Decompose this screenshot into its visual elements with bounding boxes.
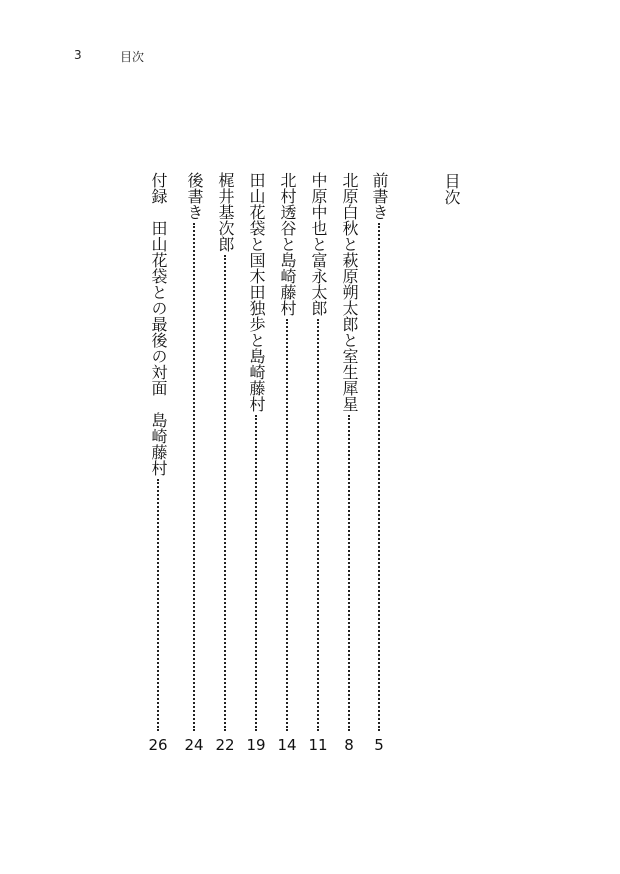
dot-leader [348, 415, 350, 731]
toc-entry-title: 田山花袋と国木田独歩と島崎藤村 [247, 172, 266, 412]
dot-leader [317, 319, 319, 731]
toc-entry-page: 19 [246, 736, 266, 754]
toc-entry-page: 8 [344, 736, 354, 754]
toc-heading: 目次 [442, 173, 461, 205]
toc-entry-title: 後書き [185, 172, 204, 220]
dot-leader [157, 479, 159, 731]
page-number: 3 [74, 48, 82, 62]
toc-entry-chuya[interactable] [307, 172, 329, 754]
running-header-title: 目次 [120, 50, 145, 64]
toc-entry-maegaki[interactable] [368, 172, 390, 754]
toc-entry-atogaki[interactable] [183, 172, 205, 754]
toc-entry-page: 5 [374, 736, 384, 754]
toc-entry-page: 24 [184, 736, 204, 754]
toc-entry-title-part: 付録 [149, 172, 168, 204]
running-header [0, 48, 620, 68]
dot-leader [193, 223, 195, 731]
toc-entry-page: 14 [277, 736, 297, 754]
dot-leader [255, 415, 257, 731]
toc-entry-title [147, 172, 169, 476]
dot-leader [224, 255, 226, 731]
toc-entry-appendix[interactable] [147, 172, 169, 754]
toc-entry-title: 梶井基次郎 [216, 172, 235, 252]
toc-entry-page: 26 [148, 736, 168, 754]
toc-entry-title-part: 田山花袋との最後の対面 [149, 220, 168, 396]
toc-entry-title: 北村透谷と島崎藤村 [278, 172, 297, 316]
toc-entry-hakushu[interactable] [338, 172, 360, 754]
toc-entry-katai[interactable] [245, 172, 267, 754]
toc-entry-page: 22 [215, 736, 235, 754]
toc-entry-tokoku[interactable] [276, 172, 298, 754]
toc-entry-title: 前書き [370, 172, 389, 220]
dot-leader [378, 223, 380, 731]
toc-entry-title-part: 島崎藤村 [149, 412, 168, 476]
toc-entry-kajii[interactable] [214, 172, 236, 754]
dot-leader [286, 319, 288, 731]
toc-entry-title: 中原中也と富永太郎 [309, 172, 328, 316]
toc-entry-page: 11 [308, 736, 328, 754]
toc-entry-title: 北原白秋と萩原朔太郎と室生犀星 [340, 172, 359, 412]
